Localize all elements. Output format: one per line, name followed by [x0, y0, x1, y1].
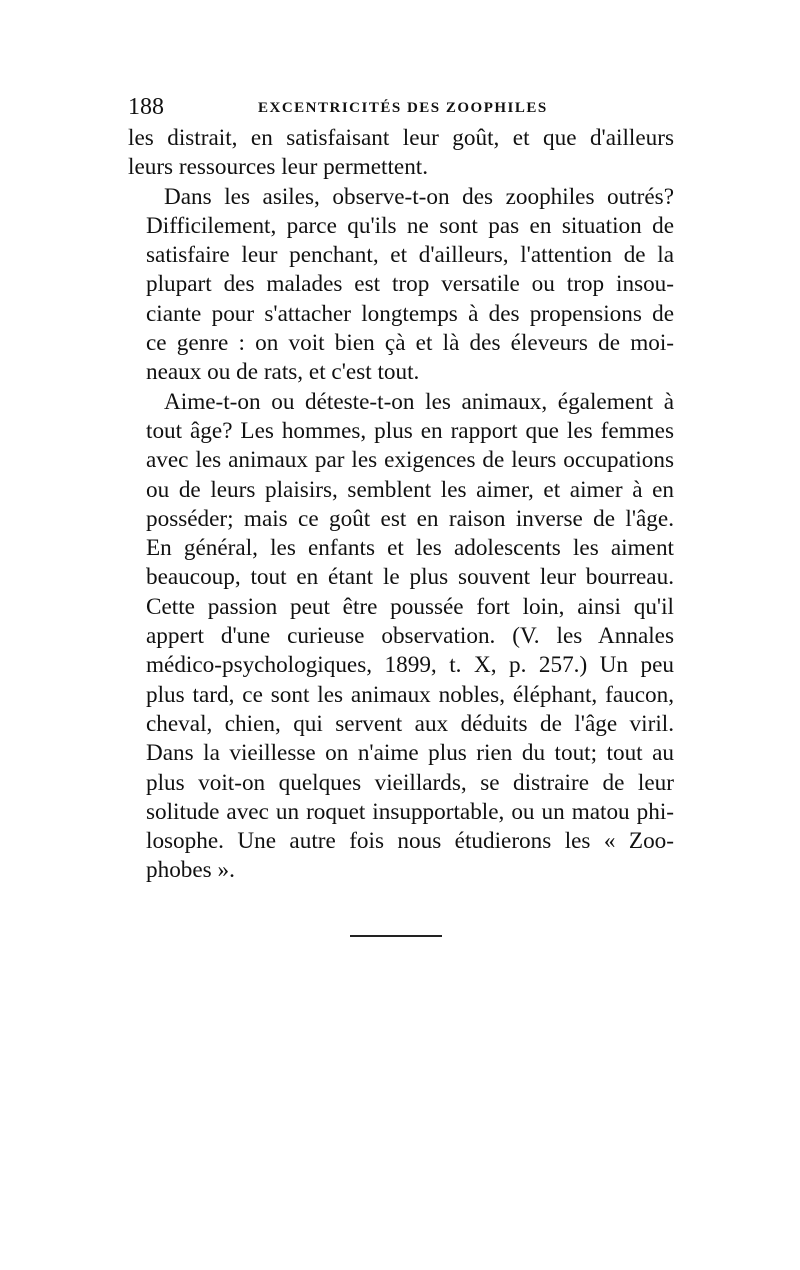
page-number: 188: [128, 94, 164, 120]
running-title: EXCENTRICITÉS DES ZOOPHILES: [258, 100, 548, 116]
text-line: les distrait, en satisfaisant leur goût, et que d'ailleurs: [128, 125, 674, 151]
text-line: solitude avec un roquet insupportable, ou un matou phi-: [146, 798, 674, 825]
paragraph: [128, 183, 674, 388]
text-line: appert d'une curieuse observation. (V. les Annales: [146, 623, 674, 650]
text-line: Aime-t-on ou déteste-t-on les animaux, également à: [164, 388, 674, 415]
text-line: Cette passion peut être poussée fort loin, ainsi qu'il: [146, 593, 674, 620]
text-line: En général, les enfants et les adolescents les aiment: [146, 535, 674, 562]
text-line: satisfaire leur penchant, et d'ailleurs, l'attention de la: [146, 242, 674, 269]
text-line: ou de leurs plaisirs, semblent les aimer, et aimer à en: [146, 476, 674, 503]
text-line: neaux ou de rats, et c'est tout.: [146, 359, 420, 386]
paragraph: [128, 388, 674, 886]
text-line: médico-psychologiques, 1899, t. X, p. 257.) Un peu: [146, 652, 674, 679]
text-line: posséder; mais ce goût est en raison inverse de l'âge.: [146, 505, 674, 532]
text-line: Dans la vieillesse on n'aime plus rien du tout; tout au: [146, 740, 674, 767]
text-line: plupart des malades est trop versatile ou trop insou-: [146, 271, 674, 298]
text-line: losophe. Une autre fois nous étudierons les « Zoo-: [146, 828, 674, 855]
page-header: [128, 92, 674, 122]
text-line: tout âge? Les hommes, plus en rapport que les femmes: [146, 417, 674, 444]
text-line: phobes ».: [146, 857, 235, 884]
text-line: Difficilement, parce qu'ils ne sont pas en situation de: [146, 212, 674, 239]
text-line: plus voit-on quelques vieillards, se distraire de leur: [146, 769, 674, 796]
paragraph: [128, 124, 674, 183]
text-line: avec les animaux par les exigences de leurs occupations: [146, 447, 674, 474]
text-line: plus tard, ce sont les animaux nobles, éléphant, faucon,: [146, 681, 674, 708]
text-line: Dans les asiles, observe-t-on des zoophiles outrés?: [164, 183, 674, 210]
text-line: cheval, chien, qui servent aux déduits de l'âge viril.: [146, 710, 674, 737]
section-end-rule: [350, 935, 442, 937]
text-line: ciante pour s'attacher longtemps à des propensions de: [146, 300, 674, 327]
text-line: beaucoup, tout en étant le plus souvent leur bourreau.: [146, 564, 674, 591]
text-line: leurs ressources leur permettent.: [128, 154, 429, 181]
body-text: [128, 124, 674, 886]
text-line: ce genre : on voit bien çà et là des éleveurs de moi-: [146, 330, 674, 357]
